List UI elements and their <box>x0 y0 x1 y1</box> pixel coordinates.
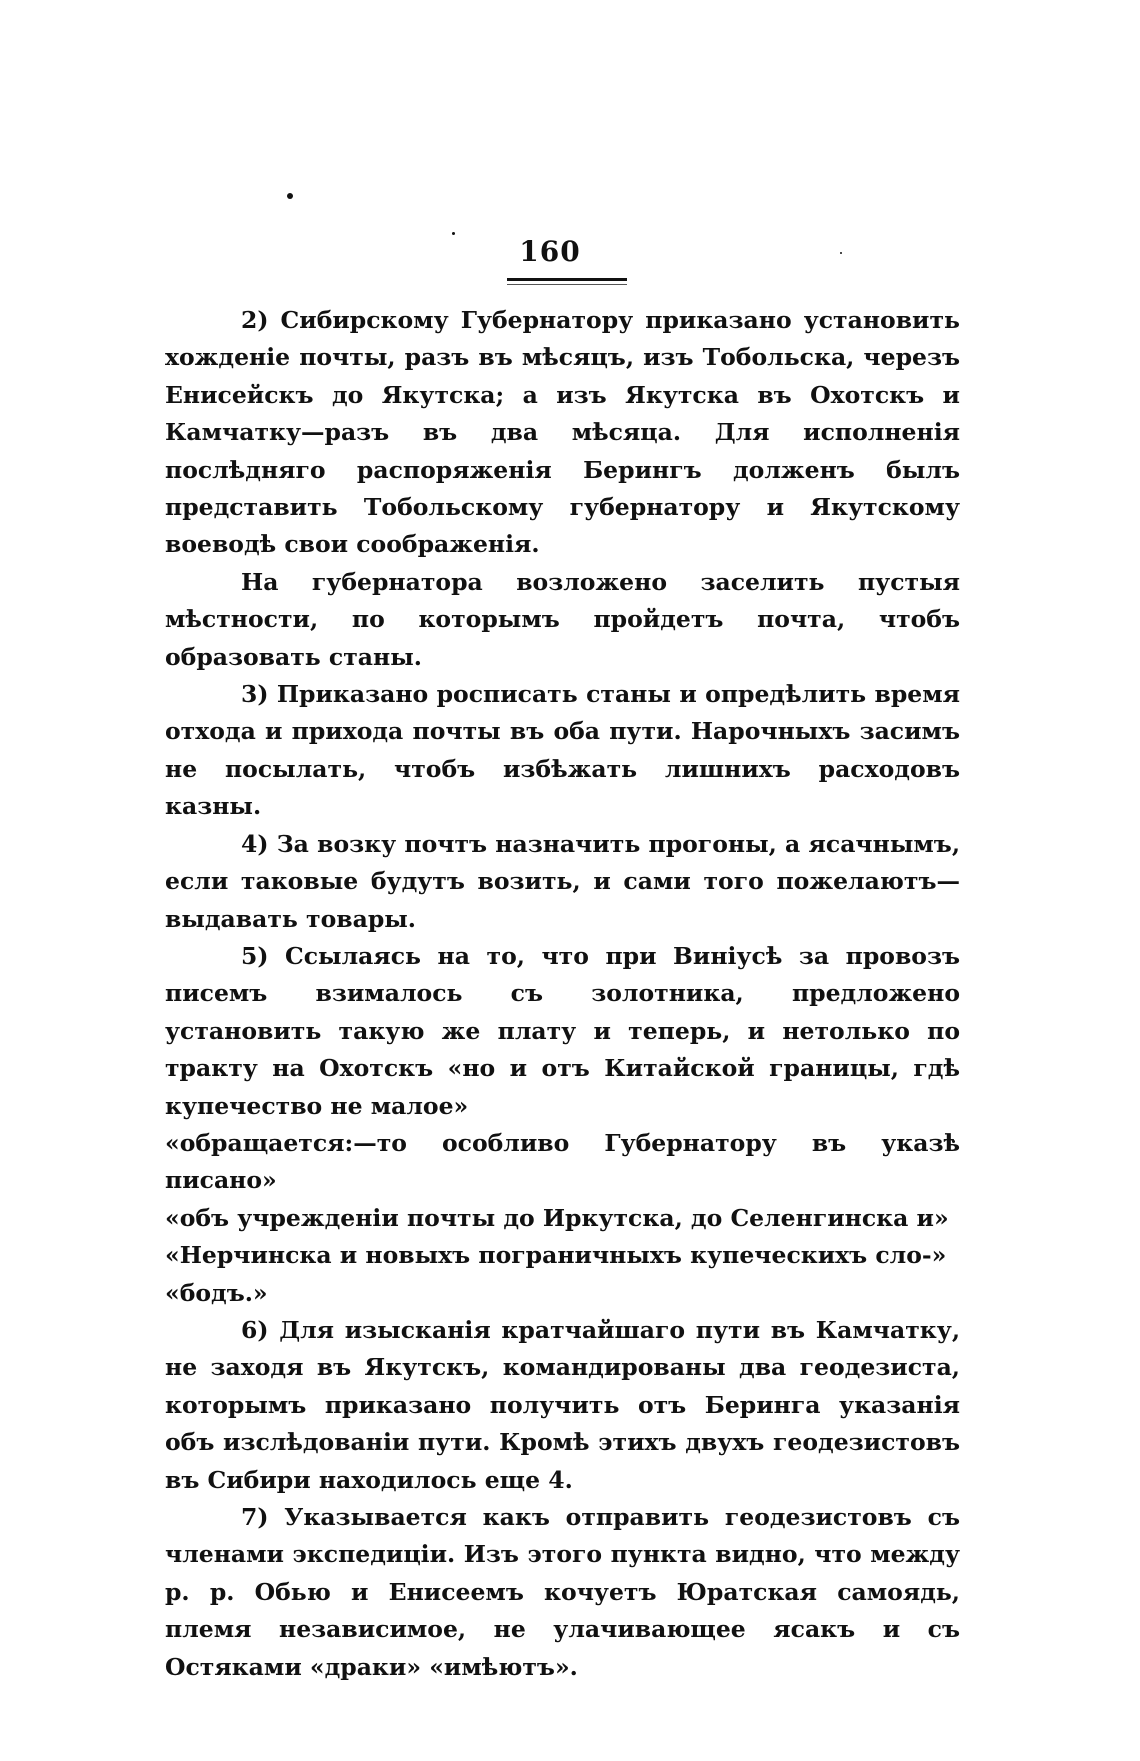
paragraph-5-quote-line: «бодъ.» <box>165 1278 268 1307</box>
paragraph-4: 4) За возку почтъ назначить прогоны, а ясачнымъ, если таковые будутъ возить, и сами того пожелаютъ—выдавать товары. <box>165 829 960 933</box>
paragraph-5-quote-line: «обращается:—то особливо Губернатору въ указѣ писано» <box>165 1128 960 1195</box>
print-speck <box>840 252 842 254</box>
paragraph-5-quote-line: «объ учрежденіи почты до Иркутска, до Селенгинска и» <box>165 1203 949 1232</box>
print-speck <box>452 232 455 235</box>
paragraph-2-continued: На губернатора возложено заселить пустыя мѣстности, по которымъ пройдетъ почта, чтобъ образовать станы. <box>165 567 960 671</box>
page-number-underline <box>507 278 627 281</box>
print-speck <box>287 193 293 199</box>
paragraph-5-quote-line: «Нерчинска и новыхъ пограничныхъ купеческихъ сло-» <box>165 1241 947 1270</box>
paragraph-7: 7) Указывается какъ отправить геодезистовъ съ членами экспедиціи. Изъ этого пункта видно, что между р. р. Обью и Енисеемъ кочуетъ Юратская самоядь, племя независимое, не улачивающее ясакъ и съ Остяками «драки» «имѣютъ». <box>165 1503 960 1681</box>
paragraph-6: 6) Для изысканія кратчайшаго пути въ Камчатку, не заходя въ Якутскъ, командированы два геодезиста, которымъ приказано получить отъ Беринга указанія объ изслѣдованіи пути. Кромѣ этихъ двухъ геодезистовъ въ Сибири находилось еще 4. <box>165 1315 960 1494</box>
page-number: 160 <box>519 235 581 268</box>
paragraph-3: 3) Приказано росписать станы и опредѣлить время отхода и прихода почты въ оба пути. Нарочныхъ засимъ не посылать, чтобъ избѣжать лишнихъ расходовъ казны. <box>165 680 960 821</box>
paragraph-5: 5) Ссылаясь на то, что при Виніусѣ за провозъ писемъ взималось съ золотника, предложено установить такую же плату и теперь, и нетолько по тракту на Охотскъ «но и отъ Китайской границы, гдѣ купечество не малое» <box>165 941 960 1120</box>
paragraph-2: 2) Сибирскому Губернатору приказано установить хожденіе почты, разъ въ мѣсяцъ, изъ Тобольска, черезъ Енисейскъ до Якутска; а изъ Якутска въ Охотскъ и Камчатку—разъ въ два мѣсяца. Для исполненія послѣдняго распоряженія Берингъ долженъ былъ представить Тобольскому губернатору и Якутскому воеводѣ свои соображенія. <box>165 306 960 559</box>
body-text <box>165 302 960 1686</box>
page-number-underline-thin <box>507 284 627 285</box>
